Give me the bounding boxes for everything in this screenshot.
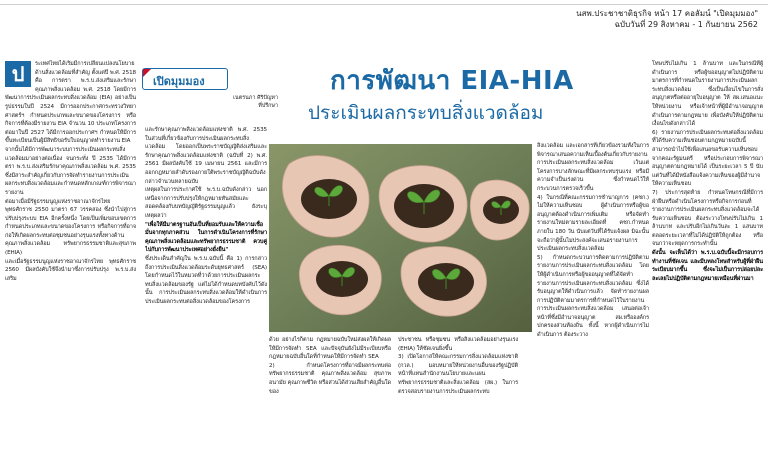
paragraph: 3) เปิดโอกาสให้คณะกรรมการสิ่งแวดล้อมแห่งชาติ (กวล.) มอบหมายให้หน่วยงานอื่นของรัฐปฏิบัติหน้าที่แทนสำนักงานนโยบายและแผนทรัพยากรธรรมชาติและสิ่งแวดล้อม (สผ.) ในการตรวจสอบรายงานการประเมินผลกระทบ: [398, 354, 518, 395]
paragraph: ประชาชน หรือชุมชน หรือสิ่งแวดล้อมอย่างรุนแรง (EHIA) ให้ชัดเจนยิ่งขึ้น: [398, 337, 518, 352]
paragraph: ต่อมาเมื่อมีรัฐธรรมนูญแห่งราชอาณาจักรไทย พุทธศักราช 2550 มาตรา 67 วรรคสอง ซึ่งนำไปสู่การปรับปรุงระบบ EIA อีกครั้งหนึ่ง โดยเป็นเพิ่มขอบเขตการกำหนดประเภทและขนาดของโครงการ หรือกิจการที่อาจก่อให้เกิดผลกระทบต่อชุมชนอย่างรุนแรงทั้งทางด้านคุณภาพสิ่งแวดล้อม ทรัพยากรธรรมชาติและสุขภาพ (EHIA): [5, 198, 136, 257]
paragraph: ด้วย อย่างไรก็ตาม กฎหมายฉบับใหม่ส่งผลให้เกิดผลให้มีการจัดทำ SEA และปัจจุบันยังไม่มีระเบียบหรือกฎหมายฉบับอื่นใดที่กำหนดให้มีการจัดทำ SEA: [269, 337, 391, 361]
paragraph: เหตุผลในการประกาศใช้ พ.ร.บ.ฉบับดังกล่าว นอกเหนือจากการปรับปรุงให้กฎหมายทันสมัยและสอดคล้องกับบทบัญญัติรัฐธรรมนูญแล้ว ยังระบุเหตุผลว่า: [145, 187, 267, 219]
top-rule: [0, 4, 768, 5]
source-header: [543, 8, 758, 30]
paragraph: 7) ประการสุดท้าย กำหนดโทษกรณีที่มีการฝ่าฝืนหรือดำเนินโครงการหรือกิจการก่อนที่รายงานการประเมินผลกระทบสิ่งแวดล้อมจะได้รับความเห็นชอบ ต้องระวางโทษปรับไม่เกิน 1 ล้านบาท และปรับอีกไม่เกินวันละ 1 แสนบาท ตลอดระยะเวลาที่ไม่ได้ปฏิบัติให้ถูกต้อง หรือจนกว่าจะหยุดการกระทำนั้น: [652, 189, 763, 248]
author-position: ที่ปรึกษา: [258, 103, 278, 109]
paragraph: ซึ่งประเด็นสำคัญใน พ.ร.บ.ฉบับนี้ คือ 1) การกล่าวถึงการประเมินสิ่งแวดล้อมระดับยุทธศาสตร์ (SEA) โดยกำหนดไว้ในหมวดที่ว่าด้วยการประเมินผลกระทบสิ่งแวดล้อมของรัฐ แต่ไม่ได้กำหนดบทบังคับไว้ดังนั้น การประเมินผลกระทบสิ่งแวดล้อมให้ดำเนินการประเมินผลกระทบต่อสิ่งแวดล้อมของโครงการ: [145, 255, 267, 305]
article-column-4: [398, 336, 518, 452]
article-column-3: [269, 336, 391, 452]
paragraph: 2) กำหนดโครงการที่อาจมีผลกระทบต่อทรัพยากรธรรมชาติ คุณภาพสิ่งแวดล้อม สุขภาพ อนามัย คุณภาพชีวิต หรือส่วนได้ส่วนเสียสำคัญอื่นใดของ: [269, 362, 391, 395]
paragraph: 4) ในกรณีที่คณะกรรมการชำนาญการ (คชก.) ไม่ให้ความเห็นชอบ ผู้ดำเนินการหรือผู้ขออนุญาตต้องดำเนินการเพิ่มเติม หรือจัดทำรายงานใหม่ตามรายละเอียดที่ คชก.กำหนดภายใน 180 วัน นับแต่วันที่ได้รับแจ้งผล มิฉะนั้น จะถือว่าผู้นั้นไม่ประสงค์จะเสนอรายงานการประเมินผลกระทบสิ่งแวดล้อม: [537, 194, 649, 253]
paragraph: ระเทศไทยได้เริ่มมีการเปลี่ยนแปลงนโยบายด้านสิ่งแวดล้อมที่สำคัญ ตั้งแต่ปี พ.ศ. 2518 คือ การตรา พ.ร.บ.ส่งเสริมและรักษาคุณภาพสิ่งแวดล้อม พ.ศ. 2518 โดยมีการพัฒนาการประเมินผลกระทบสิ่งแวดล้อม (EIA) อย่างเป็นรูปธรรมในปี 2524 มีการออกประกาศกระทรวงวิทยาศาสตร์ฯ กำหนดประเภทและขนาดของโครงการ หรือกิจการที่ต้องมีรายงาน EIA จำนวน 10 ประเภทโครงการ ต่อมาในปี 2527 ได้มีการออกประกาศฯ กำหนดให้มีการขึ้นทะเบียนเป็นผู้มีสิทธิขอรับใบอนุญาตทำรายงาน EIA: [5, 61, 136, 145]
article-column-6: [652, 60, 763, 452]
hands-seedlings-photo: [269, 144, 532, 332]
dropcap-letter: ป: [5, 61, 31, 87]
article-column-2: [145, 126, 267, 452]
paragraph: จากนั้นได้มีการพัฒนาระบบการประเมินผลกระทบสิ่งแวดล้อมมาอย่างต่อเนื่อง จนกระทั่ง ปี 2535 ได้มีการตรา พ.ร.บ.ส่งเสริมรักษาคุณภาพสิ่งแวดล้อม พ.ศ. 2535 ซึ่งมีสาระสำคัญเกี่ยวกับการจัดทำรายงานการประเมินผลกระทบสิ่งแวดล้อมและกำหนดหลักเกณฑ์การพิจารณารายงาน: [5, 146, 136, 196]
column-badge-label: เปิดมุมมอง: [153, 75, 205, 88]
author-name: เนตรนภา ศิริปัญหา: [233, 95, 278, 101]
pull-quote: "เพื่อให้มีมาตรฐานอันเป็นที่ยอมรับและให้ความเชื่อมั่นจากทุกภาคส่วน ในการดำเนินโครงการที่รักษาคุณภาพสิ่งแวดล้อมและทรัพยากรธรรมชาติ ควบคู่ไปกับการพัฒนาประเทศอย่างยั่งยืน": [145, 221, 267, 254]
date-line: ฉบับวันที่ 29 สิงหาคม - 1 กันยายน 2562: [614, 20, 758, 29]
byline: [216, 94, 278, 110]
paragraph: และเมื่อรัฐธรรมนูญแห่งราชอาณาจักรไทย พุทธศักราช 2560 มีผลบังคับใช้จึงนำมาซึ่งการปรับปรุง พ.ร.บ.ส่งเสริม: [5, 258, 136, 282]
paragraph: 6) รายงานการประเมินผลกระทบต่อสิ่งแวดล้อมที่ได้รับความเห็นชอบตามกฎหมายฉบับนี้ สามารถนำไปใช้เพื่อเสนอขอรับความเห็นชอบจากคณะรัฐมนตรี หรือประกอบการพิจารณาอนุญาตตามกฎหมายได้ เป็นระยะเวลา 5 ปี นับแต่วันที่ได้มีหนังสือแจ้งความเห็นของผู้มีอำนาจให้ความเห็นชอบ: [652, 129, 763, 188]
paragraph: 5) กำหนดกระบวนการติดตามการปฏิบัติตามรายงานการประเมินผลกระทบสิ่งแวดล้อม โดยให้ผู้ดำเนินการหรือผู้ขออนุญาตที่ได้จัดทำรายงานการประเมินผลกระทบสิ่งแวดล้อม ซึ่งได้รับอนุญาตให้ดำเนินการแล้ว จัดทำรายงานผลการปฏิบัติตามมาตรการที่กำหนดไว้ในรายงานการประเมินผลกระทบสิ่งแวดล้อม เสนอต่อเจ้าหน้าที่ซึ่งมีอำนาจอนุญาต สผ.หรือองค์กรปกครองส่วนท้องถิ่น ทั้งนี้ หากผู้ดำเนินการไม่ดำเนินการ ต้องระวาง: [537, 254, 649, 339]
seedlings-photo-icon: [269, 144, 532, 332]
paragraph: สิ่งแวดล้อม และเอกสารที่เกี่ยวข้องรวมทั้งในการพิจารณาเสนอความเห็นเบื้องต้นเกี่ยวกับรายงานการประเมินผลกระทบสิ่งแวดล้อม เว้นแต่โครงการบางลักษณะที่มีผลกระทบรุนแรง หรือมีความจำเป็นเร่งด่วน ซึ่งกำหนดไว้ให้กระบวนการตรวจเร็วขึ้น: [537, 143, 649, 192]
article-title: การพัฒนา EIA-HIA: [330, 66, 574, 96]
paragraph: และรักษาคุณภาพสิ่งแวดล้อมแห่งชาติ พ.ศ. 2535 ในส่วนที่เกี่ยวข้องกับการประเมินผลกระทบสิ่งแวดล้อม โดยออกเป็นพระราชบัญญัติส่งเสริมและรักษาคุณภาพสิ่งแวดล้อมแห่งชาติ (ฉบับที่ 2) พ.ศ. 2561 มีผลบังคับใช้ 19 เมษายน 2561 และมีการออกกฎหมายลำดับรองภายใต้พระราชบัญญัติฉบับดังกล่าวจำนวนหลายฉบับ: [145, 127, 267, 185]
closing-paragraph: ดังนั้น จะเห็นได้ว่า พ.ร.บ.ฉบับนี้จะมีกรอบการทำงานที่ชัดเจน และมีบทลงโทษสำหรับผู้ที่ฝ่าฝืนระเบียบมากขึ้น ซึ่งจะไม่เป็นการปล่อยปละละเลยไม่ปฏิบัติตามกฎหมายเหมือนที่ผ่านมา: [652, 250, 763, 282]
article-column-1: [5, 60, 136, 452]
article-subtitle: ประเมินผลกระทบสิ่งแวดล้อม: [308, 102, 544, 124]
article-column-5: [537, 142, 649, 452]
paragraph: โทษปรับไม่เกิน 1 ล้านบาท และในกรณีที่ผู้ดำเนินการ หรือผู้ขออนุญาตไม่ปฏิบัติตามมาตรการที่กำหนดในรายงานการประเมินผลกระทบสิ่งแวดล้อม ซึ่งเป็นเงื่อนไขในการสั่งอนุญาตหรือต่ออายุใบอนุญาต ให้ สผ.เสนอแนะให้หน่วยงาน หรือเจ้าหน้าที่ผู้มีอำนาจอนุญาตดำเนินการตามกฎหมาย เพื่อบังคับให้ปฏิบัติตามเงื่อนไขดังกล่าวได้: [652, 61, 763, 128]
source-line: นสพ.ประชาชาติธุรกิจ หน้า 17 คอลัมน์ "เปิดมุมมอง": [576, 9, 758, 18]
badge-corner-triangle: [143, 69, 151, 77]
column-badge: [142, 68, 228, 90]
